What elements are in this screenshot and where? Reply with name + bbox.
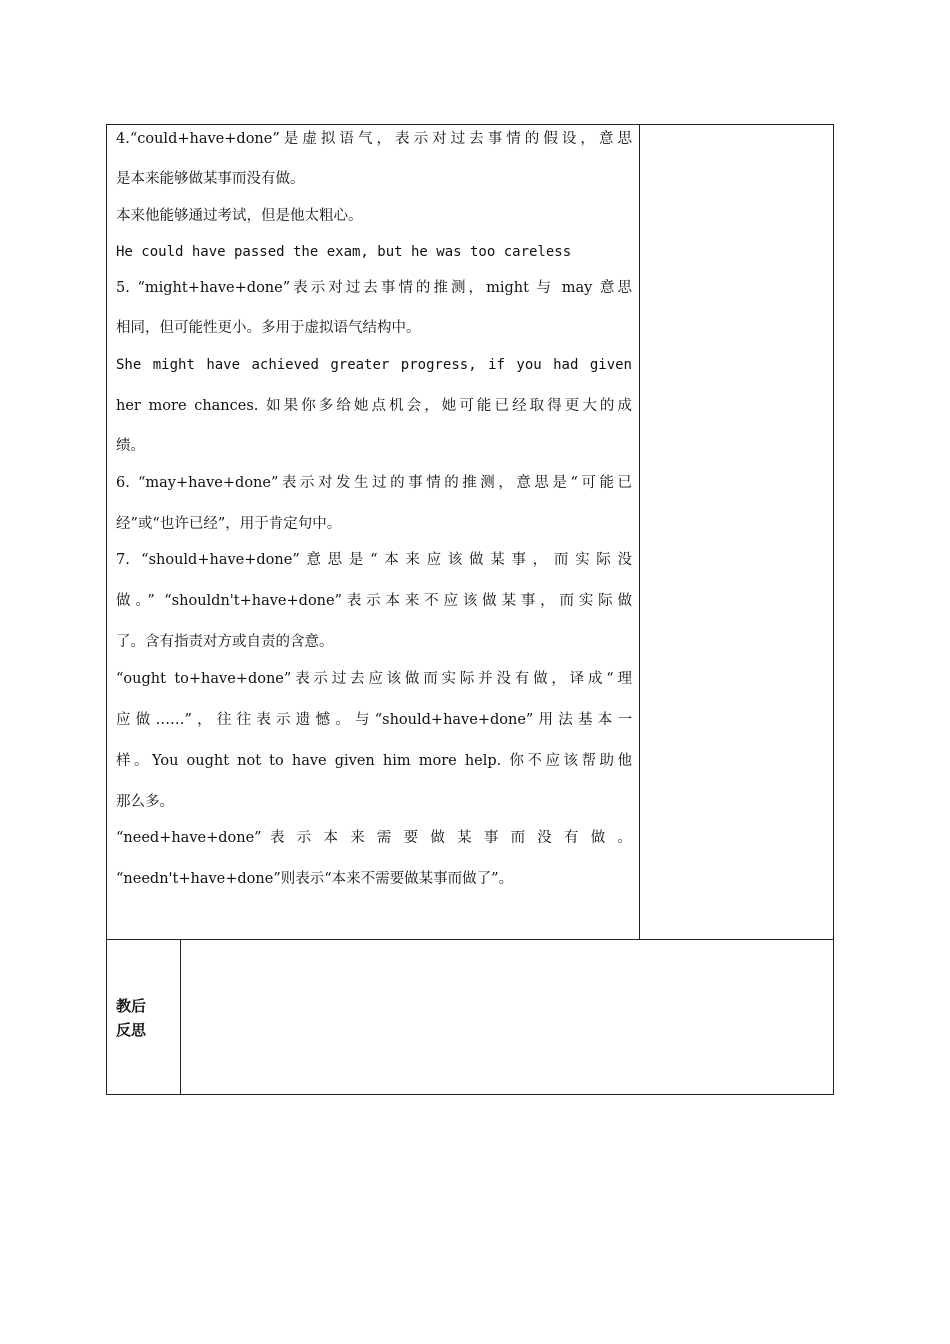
reflection-label-divider (180, 939, 181, 1095)
table-column-divider (639, 124, 640, 940)
lesson-line: 经”或“也许已经”，用于肯定句中。 (116, 516, 342, 532)
lesson-line: 做。” “shouldn't+have+done”表示本来不应该做某事，而实际做 (116, 593, 632, 609)
lesson-line: “needn't+have+done”则表示“本来不需要做某事而做了”。 (116, 871, 514, 887)
lesson-line: 6. “may+have+done”表示对发生过的事情的推测，意思是“可能已 (116, 475, 632, 491)
table-border-left (106, 124, 107, 1095)
lesson-line: “ought to+have+done”表示过去应该做而实际并没有做，译成“理 (116, 671, 632, 687)
lesson-line: He could have passed the exam, but he was too careless (116, 244, 572, 260)
table-border-right (833, 124, 834, 1095)
table-row-divider (106, 939, 834, 940)
lesson-line: 相同，但可能性更小。多用于虚拟语气结构中。 (116, 320, 421, 336)
lesson-line: 本来他能够通过考试，但是他太粗心。 (116, 208, 363, 224)
lesson-line: 是本来能够做某事而没有做。 (116, 171, 305, 187)
reflection-label (116, 994, 176, 1042)
reflection-content-cell[interactable] (182, 941, 832, 1093)
lesson-line: 7. “should+have+done”意思是“本来应该做某事，而实际没 (116, 552, 632, 568)
lesson-line: “need+have+done” 表 示 本 来 需 要 做 某 事 而 没 有 做 。 (116, 830, 632, 846)
lesson-line: 样。You ought not to have given him more help. 你不应该帮助他 (116, 753, 632, 769)
table-border-bottom (106, 1094, 834, 1095)
lesson-line: 了。含有指责对方或自责的含意。 (116, 634, 334, 650)
lesson-line: 那么多。 (116, 794, 174, 810)
lesson-line: 应做……”，往往表示遗憾。与“should+have+done”用法基本一 (116, 712, 632, 728)
lesson-line: 绩。 (116, 438, 145, 454)
lesson-line: 4.“could+have+done”是虚拟语气，表示对过去事情的假设，意思 (116, 131, 632, 147)
lesson-line: 5. “might+have+done”表示对过去事情的推测，might 与 may 意思 (116, 280, 632, 296)
lesson-line: She might have achieved greater progress, if you had given (116, 357, 632, 373)
lesson-line: her more chances. 如果你多给她点机会，她可能已经取得更大的成 (116, 398, 632, 414)
reflection-label-line: 教后 (116, 997, 147, 1015)
reflection-label-line: 反思 (116, 1021, 147, 1039)
table-border-top (106, 124, 834, 125)
